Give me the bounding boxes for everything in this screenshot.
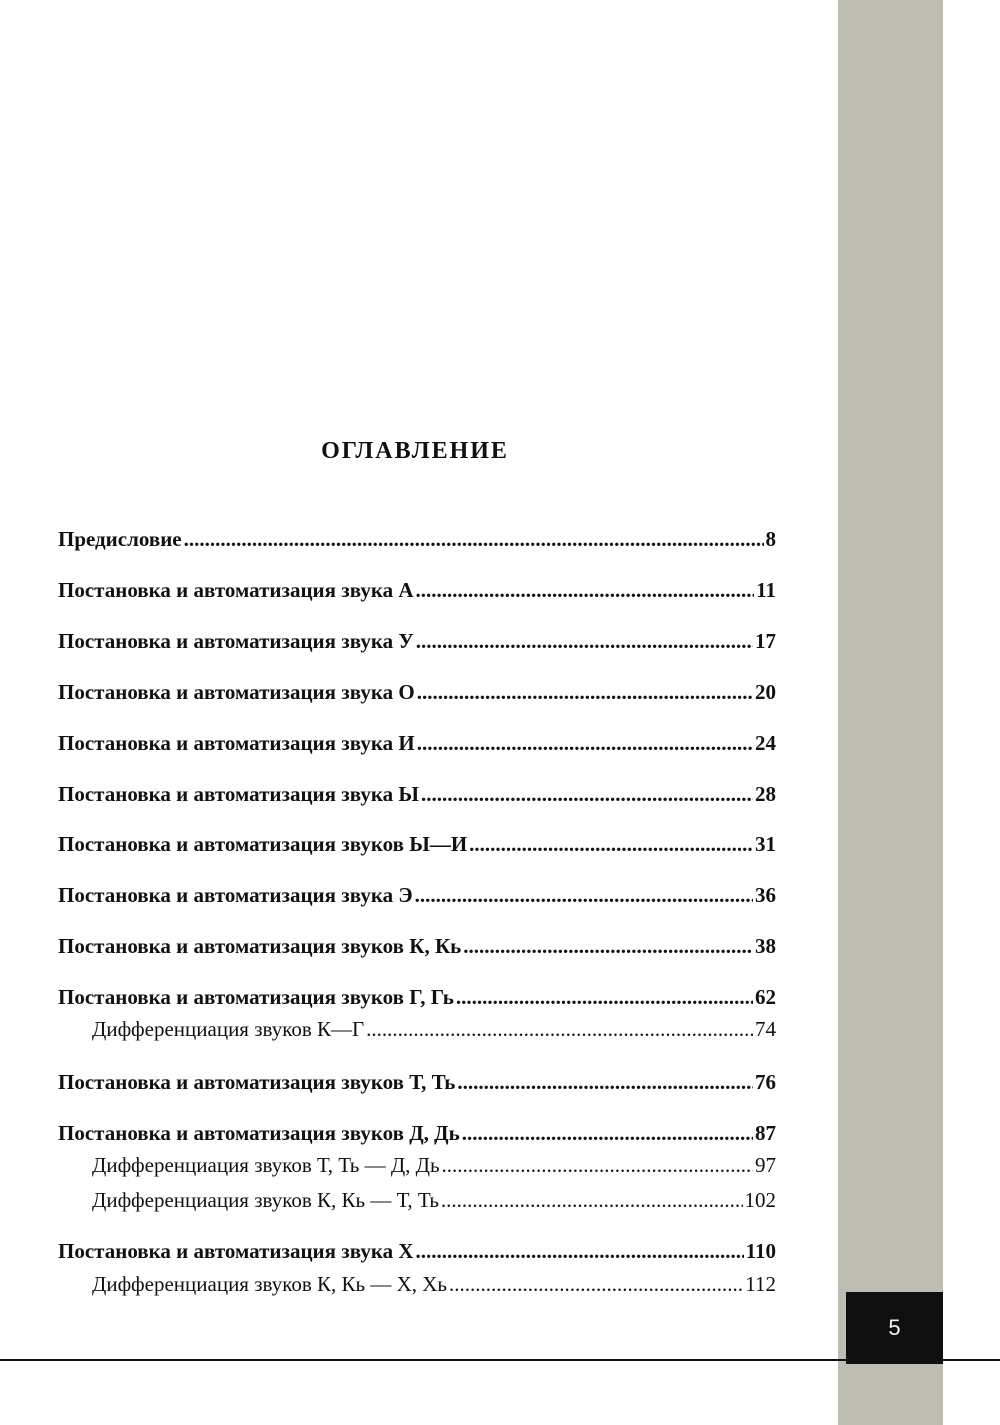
toc-entry-label: Постановка и автоматизация звука Х xyxy=(58,1239,414,1263)
toc-entry-page: 24 xyxy=(755,731,776,755)
toc-subentry[interactable] xyxy=(92,1153,776,1178)
toc-entry-page: 11 xyxy=(756,578,776,602)
page-number: 5 xyxy=(846,1292,943,1364)
toc-subentry-label: Дифференциация звуков К—Г xyxy=(92,1017,365,1041)
toc-entry-page: 28 xyxy=(755,782,776,806)
toc-subentry[interactable] xyxy=(92,1272,776,1297)
toc-leader xyxy=(462,1121,753,1146)
toc-subentry-label: Дифференциация звуков К, Кь — Х, Хь xyxy=(92,1272,448,1296)
toc-entry-label: Постановка и автоматизация звуков Ы—И xyxy=(58,832,468,856)
toc-subentry-page: 112 xyxy=(745,1272,776,1296)
toc-entry-label: Постановка и автоматизация звука Э xyxy=(58,883,413,907)
toc-entry-label: Постановка и автоматизация звуков Д, Дь xyxy=(58,1121,460,1145)
toc-entry[interactable] xyxy=(58,578,776,603)
toc-entry-page: 87 xyxy=(755,1121,776,1145)
toc-leader xyxy=(442,1153,753,1178)
toc-entry[interactable] xyxy=(58,527,776,552)
toc-leader xyxy=(184,527,764,552)
toc-subentry-page: 102 xyxy=(744,1188,776,1212)
bottom-rule xyxy=(0,1359,1000,1361)
toc-leader xyxy=(456,985,753,1010)
toc-entry[interactable] xyxy=(58,1239,776,1264)
toc-leader xyxy=(416,629,753,654)
toc-leader xyxy=(366,1017,753,1042)
toc-subentry-label: Дифференциация звуков Т, Ть — Д, Дь xyxy=(92,1153,440,1177)
toc-entry-label: Постановка и автоматизация звука А xyxy=(58,578,414,602)
toc-entry[interactable] xyxy=(58,1070,776,1095)
toc-entry-page: 8 xyxy=(765,527,776,551)
toc-leader xyxy=(449,1272,743,1297)
toc-leader xyxy=(417,731,753,756)
toc-entry[interactable] xyxy=(58,731,776,756)
toc-entry-page: 20 xyxy=(755,680,776,704)
page-title: ОГЛАВЛЕНИЕ xyxy=(321,438,509,464)
toc-leader xyxy=(421,782,753,807)
toc-subentry[interactable] xyxy=(92,1017,776,1042)
toc-entry-label: Постановка и автоматизация звуков Г, Гь xyxy=(58,985,454,1009)
toc-entry-page: 62 xyxy=(755,985,776,1009)
toc-subentry-label: Дифференциация звуков К, Кь — Т, Ть xyxy=(92,1188,439,1212)
toc-entry-label: Предисловие xyxy=(58,527,182,551)
toc-subentry[interactable] xyxy=(92,1188,776,1213)
toc-entry-label: Постановка и автоматизация звука Ы xyxy=(58,782,419,806)
toc-entry-label: Постановка и автоматизация звука И xyxy=(58,731,415,755)
toc-entry-label: Постановка и автоматизация звуков К, Кь xyxy=(58,934,462,958)
toc-entry-label: Постановка и автоматизация звука О xyxy=(58,680,415,704)
toc-entry[interactable] xyxy=(58,782,776,807)
toc-entry-page: 17 xyxy=(755,629,776,653)
toc-entry[interactable] xyxy=(58,883,776,908)
toc-entry-page: 31 xyxy=(755,832,776,856)
toc-entry[interactable] xyxy=(58,1121,776,1146)
toc-entry[interactable] xyxy=(58,985,776,1010)
toc-entry-label: Постановка и автоматизация звуков Т, Ть xyxy=(58,1070,456,1094)
toc-entry-label: Постановка и автоматизация звука У xyxy=(58,629,414,653)
toc-subentry-page: 97 xyxy=(755,1153,776,1177)
toc-entry[interactable] xyxy=(58,832,776,857)
side-strip xyxy=(838,0,943,1425)
toc-leader xyxy=(463,934,753,959)
toc-entry-page: 36 xyxy=(755,883,776,907)
toc-entry[interactable] xyxy=(58,680,776,705)
toc-leader xyxy=(457,1070,753,1095)
toc-subentry-page: 74 xyxy=(755,1017,776,1041)
toc-entry-page: 76 xyxy=(755,1070,776,1094)
toc-leader xyxy=(416,578,755,603)
toc-leader xyxy=(441,1188,743,1213)
toc-entry-page: 38 xyxy=(755,934,776,958)
toc-entry-page: 110 xyxy=(745,1239,776,1263)
toc-leader xyxy=(417,680,753,705)
toc-leader xyxy=(416,1239,744,1264)
toc-leader xyxy=(469,832,753,857)
toc-leader xyxy=(415,883,753,908)
toc-entry[interactable] xyxy=(58,629,776,654)
toc-entry[interactable] xyxy=(58,934,776,959)
